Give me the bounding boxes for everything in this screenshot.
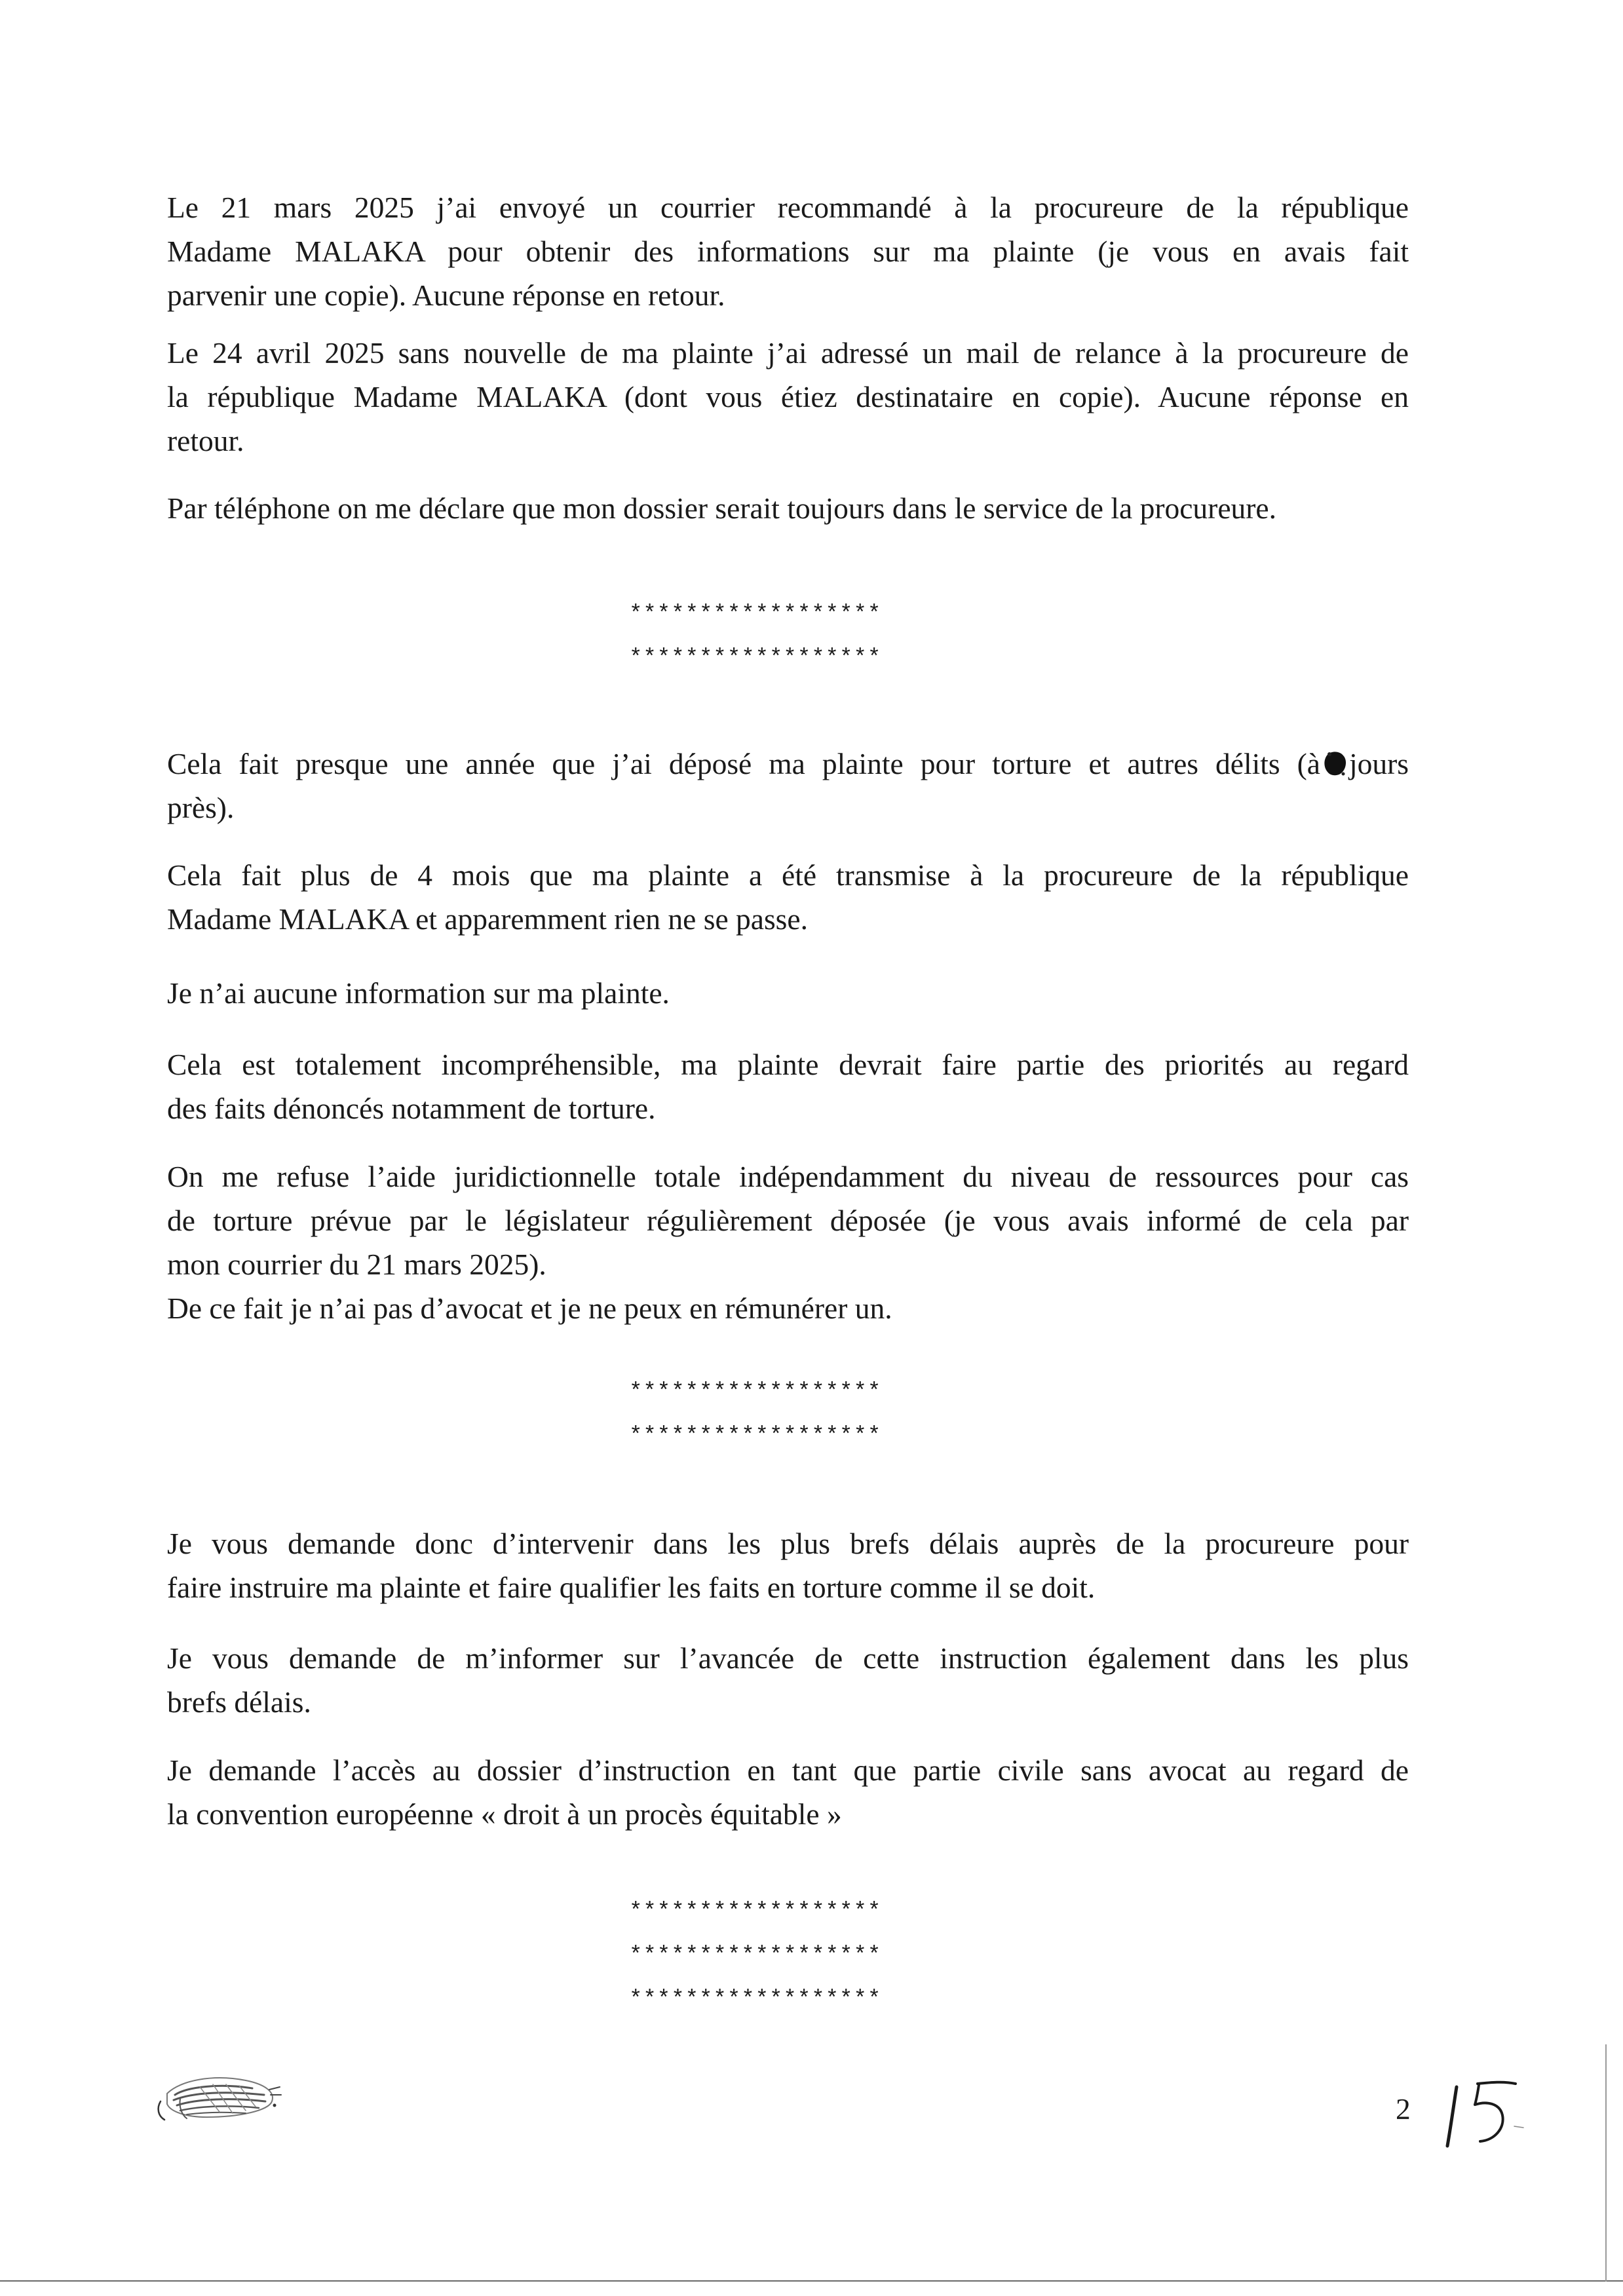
paragraph-line: Je vous demande donc d’intervenir dans les plus brefs délais auprès de la procureure pour [167, 1527, 1409, 1560]
signature-scribble [141, 2054, 298, 2139]
asterisk-row: ****************** [629, 602, 882, 627]
asterisk-row: ****************** [629, 646, 882, 671]
asterisk-row: ****************** [629, 1943, 882, 1968]
paragraph-phone-call [167, 486, 1409, 530]
text-segment: jours [1349, 747, 1409, 780]
paragraph-line: parvenir une copie). Aucune réponse en retour. [167, 278, 725, 312]
paragraph-line: Le 24 avril 2025 sans nouvelle de ma plainte j’ai adressé un mail de relance à la procureure de [167, 336, 1409, 370]
paragraph-line: près). [167, 791, 235, 824]
page-number: 2 [1396, 2092, 1411, 2126]
asterisk-separator [629, 1371, 957, 1459]
paragraph-line: On me refuse l’aide juridictionnelle totale indépendamment du niveau de ressources pour cas [167, 1160, 1409, 1193]
paragraph-line: Madame MALAKA et apparemment rien ne se passe. [167, 902, 808, 936]
paragraph-line: Je vous demande de m’informer sur l’avancée de cette instruction également dans les plus [167, 1641, 1409, 1675]
handwritten-page-mark [1432, 2064, 1530, 2162]
asterisk-row: ****************** [629, 1900, 882, 1924]
paragraph-line: Le 21 mars 2025 j’ai envoyé un courrier recommandé à la procureure de la république [167, 191, 1409, 224]
paragraph-line [167, 742, 1409, 786]
asterisk-row: ****************** [629, 1380, 882, 1405]
paragraph-line: retour. [167, 424, 244, 457]
paragraph-line: faire instruire ma plainte et faire qualifier les faits en torture comme il se doit. [167, 1571, 1096, 1604]
paragraph-request-access [167, 1748, 1409, 1836]
asterisk-separator [629, 593, 957, 681]
paragraph-line: De ce fait je n’ai pas d’avocat et je ne peux en rémunérer un. [167, 1292, 892, 1325]
text-segment: Cela fait presque une année que j’ai déposé ma plainte pour torture et autres délits (à [167, 747, 1320, 780]
paragraph-request-information [167, 1636, 1409, 1724]
paragraph-recommended-letter [167, 185, 1409, 317]
scan-edge [1605, 2044, 1607, 2282]
paragraph-line: des faits dénoncés notamment de torture. [167, 1092, 656, 1125]
paragraph-line: Cela fait plus de 4 mois que ma plainte a été transmise à la procureure de la république [167, 858, 1409, 892]
paragraph-line: Par téléphone on me déclare que mon dossier serait toujours dans le service de la procureure. [167, 491, 1276, 525]
paragraph-one-year [167, 742, 1409, 830]
asterisk-row: ****************** [629, 1987, 882, 2012]
paragraph-line: Madame MALAKA pour obtenir des informations sur ma plainte (je vous en avais fait [167, 235, 1409, 268]
paragraph-four-months [167, 853, 1409, 941]
paragraph-request-intervention [167, 1521, 1409, 1609]
paragraph-line: mon courrier du 21 mars 2025). [167, 1248, 546, 1281]
paragraph-line: Je demande l’accès au dossier d’instruction en tant que partie civile sans avocat au regard de [167, 1753, 1409, 1787]
paragraph-reminder-mail [167, 331, 1409, 463]
asterisk-row: ****************** [629, 1424, 882, 1449]
asterisk-separator [629, 1890, 957, 2022]
paragraph-line: la convention européenne « droit à un procès équitable » [167, 1797, 842, 1831]
paragraph-line: Je n’ai aucune information sur ma plainte. [167, 976, 670, 1010]
scan-edge [0, 2280, 1623, 2282]
paragraph-line: Cela est totalement incompréhensible, ma plainte devrait faire partie des priorités au regard [167, 1048, 1409, 1081]
paragraph-legal-aid [167, 1155, 1409, 1330]
paragraph-incomprehensible [167, 1043, 1409, 1130]
paragraph-line: de torture prévue par le législateur régulièrement déposée (je vous avais informé de cela par [167, 1204, 1409, 1237]
ink-blot-icon [1322, 749, 1348, 778]
paragraph-line: la république Madame MALAKA (dont vous étiez destinataire en copie). Aucune réponse en [167, 380, 1409, 413]
paragraph-no-information [167, 971, 1409, 1015]
paragraph-line: brefs délais. [167, 1685, 311, 1719]
